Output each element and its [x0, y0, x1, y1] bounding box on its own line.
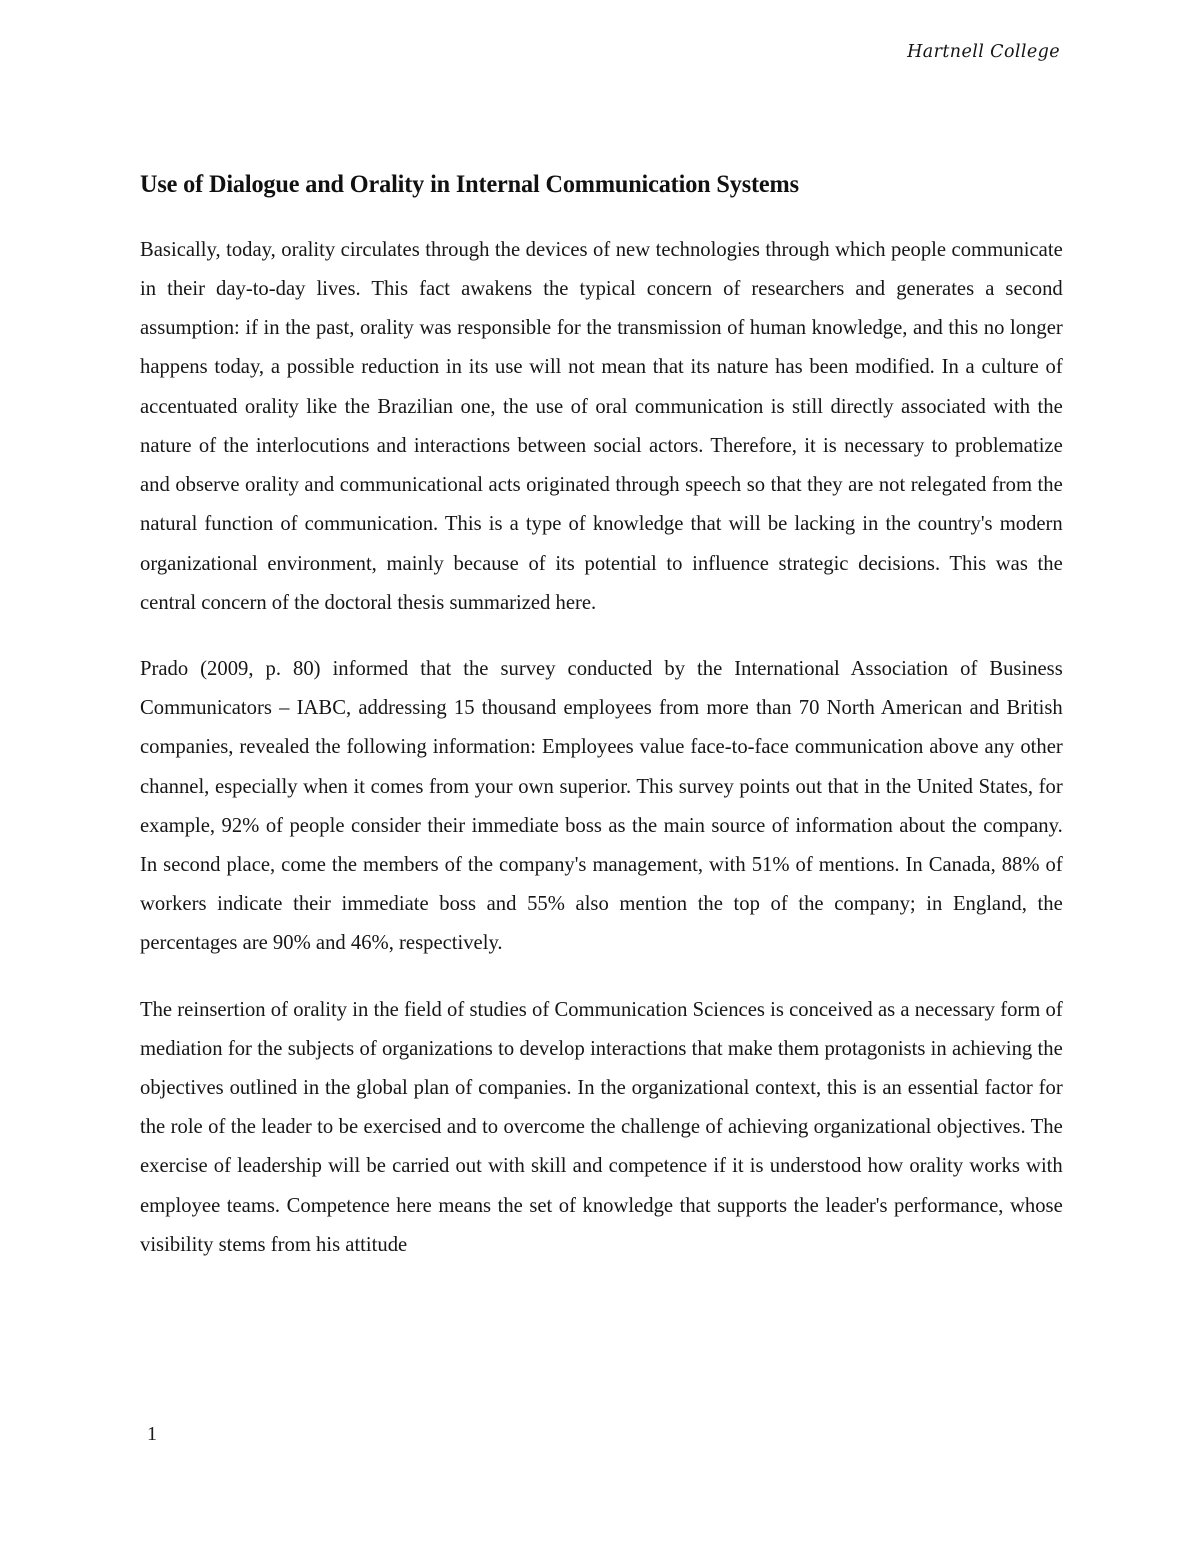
header-institution-name: Hartnell College — [907, 42, 1060, 62]
body-paragraph-3: The reinsertion of orality in the field of studies of Communication Sciences is conceived as a necessary form of mediation for the subjects of organizations to develop interactions that make them protagonists in achieving the objectives outlined in the global plan of companies. In the organizational context, this is an essential factor for the role of the leader to be exercised and to overcome the challenge of achieving organizational objectives. The exercise of leadership will be carried out with skill and competence if it is understood how orality works with employee teams. Competence here means the set of knowledge that supports the leader's performance, whose visibility stems from his attitude — [140, 996, 1063, 1256]
page-number: 1 — [147, 1423, 157, 1445]
body-paragraph-2: Prado (2009, p. 80) informed that the survey conducted by the International Association of Business Communicators – IABC, addressing 15 thousand employees from more than 70 North American and British companies, revealed the following information: Employees value face-to-face communication above any other channel, especially when it comes from your own superior. This survey points out that in the United States, for example, 92% of people consider their immediate boss as the main source of information about the company. In second place, come the members of the company's management, with 51% of mentions. In Canada, 88% of workers indicate their immediate boss and 55% also mention the top of the company; in England, the percentages are 90% and 46%, respectively. — [140, 655, 1063, 955]
document-body — [140, 168, 1063, 1264]
running-header — [140, 42, 1060, 63]
body-paragraph-1: Basically, today, orality circulates through the devices of new technologies through which people communicate in their day-to-day lives. This fact awakens the typical concern of researchers and generates a second assumption: if in the past, orality was responsible for the transmission of human knowledge, and this no longer happens today, a possible reduction in its use will not mean that its nature has been modified. In a culture of accentuated orality like the Brazilian one, the use of oral communication is still directly associated with the nature of the interlocutions and interactions between social actors. Therefore, it is necessary to problematize and observe orality and communicational acts originated through speech so that they are not relegated from the natural function of communication. This is a type of knowledge that will be lacking in the country's modern organizational environment, mainly because of its potential to influence strategic decisions. This was the central concern of the doctoral thesis summarized here. — [140, 236, 1063, 614]
page-title: Use of Dialogue and Orality in Internal Communication Systems — [140, 169, 799, 198]
